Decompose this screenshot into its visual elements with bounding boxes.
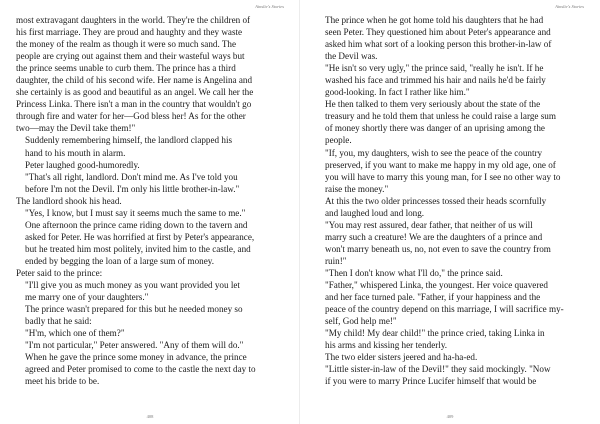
text-line: through fire and water for her—God bless her! As for the other (16, 111, 246, 122)
text-line: the money of the realm as though it were so much sand. The (16, 39, 237, 50)
right-page-text (316, 14, 584, 387)
right-page (300, 0, 600, 424)
text-line: ended by begging the loan of a large sum of money. (25, 255, 215, 266)
text-line: of money shortly there was danger of an uprising among the (325, 123, 545, 134)
text-line: self, God help me!" (325, 316, 397, 327)
text-line: Peter said to the prince: (16, 267, 103, 278)
text-line: daughter, the child of his second wife. Her name is Angelina and (16, 75, 253, 86)
paragraph (316, 279, 584, 327)
paragraph (16, 351, 284, 387)
text-line: and her face turned pale. "Father, if your happiness and the (325, 292, 541, 303)
paragraph (316, 267, 584, 279)
text-line: preserved, if you want to make me happy in my old age, one of (325, 159, 556, 170)
running-head-left: Ainslie's Stories (255, 4, 284, 9)
text-line: "H'm, which one of them?" (25, 328, 125, 339)
text-line: but he treated him most politely, invited him to the castle, and (25, 243, 251, 254)
text-line: two—may the Devil take them!" (16, 123, 136, 134)
text-line: marry such a creature! We are the daughters of a prince and (325, 231, 543, 242)
paragraph (316, 219, 584, 267)
text-line: At this the two older princesses tossed their heads scornfully (325, 195, 547, 206)
text-line: seen Peter. They questioned him about Peter's appearance and (325, 27, 551, 38)
text-line: asked him what sort of a looking person this brother-in-law of (325, 39, 552, 50)
text-line: meet his bride to be. (25, 376, 100, 387)
paragraph (16, 339, 284, 351)
paragraph (16, 267, 284, 279)
text-line: "If, you, my daughters, wish to see the peace of the country (325, 147, 543, 158)
paragraph (16, 207, 284, 267)
text-line: One afternoon the prince came riding down to the tavern and (25, 219, 248, 230)
paragraph (316, 98, 584, 146)
text-line: "Yes, I know, but I must say it seems much the same to me." (25, 207, 246, 218)
paragraph (316, 327, 584, 351)
paragraph (16, 327, 284, 339)
text-line: and laughed loud and long. (325, 207, 425, 218)
text-line: most extravagant daughters in the world. They're the children of (16, 15, 251, 25)
paragraph (16, 171, 284, 195)
text-line: Princess Linka. There isn't a man in the country that wouldn't go (16, 99, 252, 110)
paragraph (316, 351, 584, 363)
text-line: treasury and he told them that unless he could raise a large sum (325, 111, 556, 122)
paragraph (16, 195, 284, 207)
text-line: "I'm not particular," Peter answered. "Any of them will do." (25, 340, 244, 351)
text-line: washed his face and trimmed his hair and nails he'd be fairly (325, 75, 546, 86)
text-line: the Devil was. (325, 51, 378, 62)
text-line: The prince wasn't prepared for this but he needed money so (25, 304, 243, 315)
paragraph (316, 363, 584, 387)
text-line: The two elder sisters jeered and ha-ha-ed. (325, 352, 478, 363)
page-number-left: 408 (146, 414, 154, 419)
paragraph (16, 279, 284, 303)
text-line: "Father," whispered Linka, the youngest. Her voice quavered (325, 280, 548, 291)
text-line: When he gave the prince some money in advance, the prince (25, 352, 247, 363)
text-line: people. (325, 135, 352, 146)
text-line: badly that he said: (25, 316, 92, 327)
text-line: hand to his mouth in alarm. (25, 147, 126, 158)
paragraph (316, 14, 584, 62)
text-line: me marry one of your daughters." (25, 292, 149, 303)
text-line: before I'm not the Devil. I'm only his little brother-in-law." (25, 183, 240, 194)
text-line: "Little sister-in-law of the Devil!" they said mockingly. "Now (325, 364, 551, 375)
paragraph (316, 147, 584, 195)
text-line: "He isn't so very ugly," the prince said, "really he isn't. If he (325, 63, 544, 74)
text-line: ruin!" (325, 255, 347, 266)
paragraph (16, 134, 284, 158)
left-page-text (16, 14, 284, 387)
text-line: good-looking. In fact I rather like him." (325, 87, 470, 98)
text-line: "You may rest assured, dear father, that neither of us will (325, 219, 533, 230)
text-line: "My child! My dear child!" the prince cried, taking Linka in (325, 328, 545, 339)
text-line: raise the money." (325, 183, 389, 194)
text-line: Peter laughed good-humoredly. (25, 159, 140, 170)
text-line: Suddenly remembering himself, the landlord clapped his (25, 135, 233, 146)
text-line: "That's all right, landlord. Don't mind me. As I've told you (25, 171, 238, 182)
text-line: "Then I don't know what I'll do," the prince said. (325, 267, 503, 278)
text-line: peace of the country depend on this marriage, I will sacrifice my- (325, 304, 564, 315)
text-line: won't marry beneath us, no, not even to save the country from (325, 243, 551, 254)
text-line: "I'll give you as much money as you want provided you let (25, 280, 240, 291)
text-line: his arms and kissing her tenderly. (325, 340, 448, 351)
text-line: his first marriage. They are proud and haughty and they waste (16, 27, 243, 38)
text-line: agreed and Peter promised to come to the castle the next day to (25, 364, 256, 375)
paragraph (316, 195, 584, 219)
paragraph (16, 14, 284, 134)
text-line: He then talked to them very seriously about the state of the (325, 99, 541, 110)
text-line: The landlord shook his head. (16, 195, 122, 206)
text-line: you will have to marry this young man, for I see no other way to (325, 171, 561, 182)
paragraph (316, 62, 584, 98)
text-line: people are crying out against them and their wasteful ways but (16, 51, 245, 62)
text-line: asked for Peter. He was horrified at first by Peter's appearance, (25, 231, 255, 242)
running-head-right: Ainslie's Stories (555, 4, 584, 9)
paragraph (16, 159, 284, 171)
page-number-right: 409 (446, 414, 454, 419)
text-line: The prince when he got home told his daughters that he had (325, 15, 544, 25)
text-line: the prince seems unable to curb them. The prince has a third (16, 63, 236, 74)
text-line: if you were to marry Prince Lucifer himself that would be (325, 376, 537, 387)
text-line: she certainly is as good and beautiful as an angel. We call her the (16, 87, 254, 98)
paragraph (16, 303, 284, 327)
